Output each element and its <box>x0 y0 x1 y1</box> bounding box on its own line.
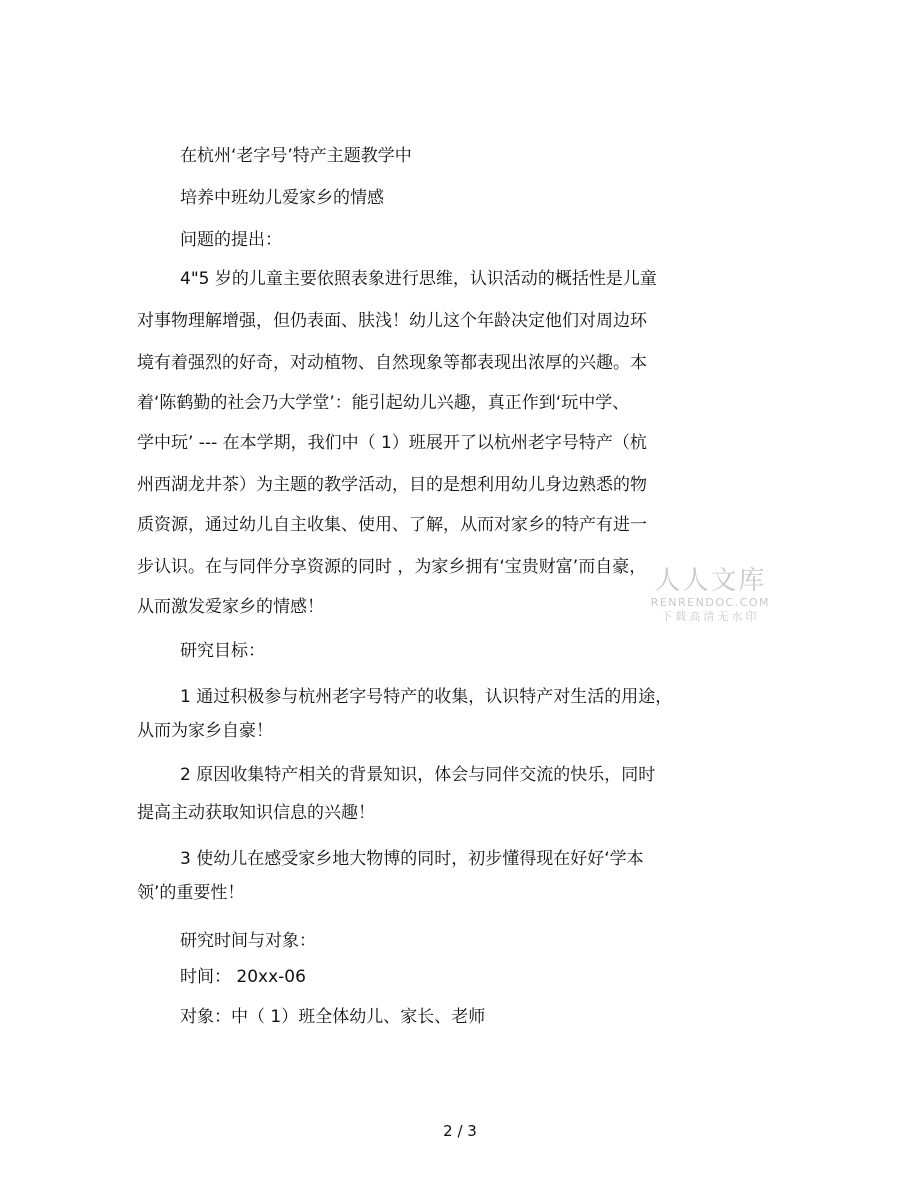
paragraph-line: 质资源，通过幼儿自主收集、使用、了解，从而对家乡的特产有进一 <box>137 515 647 535</box>
paragraph-line: 步认识。在与同伴分享资源的同时 ，为家乡拥有‘宝贵财富’而自豪， <box>137 557 647 577</box>
paragraph-line: 境有着强烈的好奇，对动植物、自然现象等都表现出浓厚的兴趣。本 <box>137 353 647 373</box>
title-line-1: 在杭州‘老字号’特产主题教学中 <box>180 146 412 166</box>
time-heading: 研究时间与对象： <box>180 931 316 951</box>
title-line-2: 培养中班幼儿爱家乡的情感 <box>180 188 384 208</box>
paragraph-line: 着‘陈鹤勤的社会乃大学堂’：能引起幼儿兴趣，真正作到‘玩中学、 <box>137 393 630 413</box>
target-line: 对象：中（ 1）班全体幼儿、家长、老师 <box>180 1007 486 1027</box>
problem-heading: 问题的提出： <box>180 230 282 250</box>
watermark-title: 人人文库 <box>654 566 767 596</box>
goal-2-line: 提高主动获取知识信息的兴趣！ <box>137 803 375 823</box>
goal-1-line: 从而为家乡自豪！ <box>137 721 273 741</box>
watermark-subtitle: 下载高清无水印 <box>661 610 760 623</box>
paragraph-line: 对事物理解增强，但仍表面、肤浅！幼儿这个年龄决定他们对周边环 <box>137 311 647 331</box>
paragraph-line: 学中玩’ --- 在本学期，我们中（ 1）班展开了以杭州老字号特产（杭 <box>137 433 647 453</box>
paragraph-line: 州西湖龙井茶）为主题的教学活动，目的是想利用幼儿身边熟悉的物 <box>137 475 647 495</box>
paragraph-line: 4"5 岁的儿童主要依照表象进行思维，认识活动的概括性是儿童 <box>180 269 657 289</box>
time-line: 时间： 20xx-06 <box>180 967 306 987</box>
goal-2-line: 2 原因收集特产相关的背景知识，体会与同伴交流的快乐，同时 <box>180 765 656 785</box>
goal-1-line: 1 通过积极参与杭州老字号特产的收集，认识特产对生活的用途， <box>180 687 673 707</box>
goal-3-line: 3 使幼儿在感受家乡地大物博的同时，初步懂得现在好好‘学本 <box>180 849 644 869</box>
watermark-url: RENRENDOC.COM <box>650 596 770 609</box>
goal-3-line: 领’的重要性！ <box>137 883 245 903</box>
goals-heading: 研究目标： <box>180 641 265 661</box>
watermark <box>651 566 770 624</box>
page-number: 2 / 3 <box>443 1122 477 1140</box>
paragraph-line: 从而激发爱家乡的情感！ <box>137 597 324 617</box>
